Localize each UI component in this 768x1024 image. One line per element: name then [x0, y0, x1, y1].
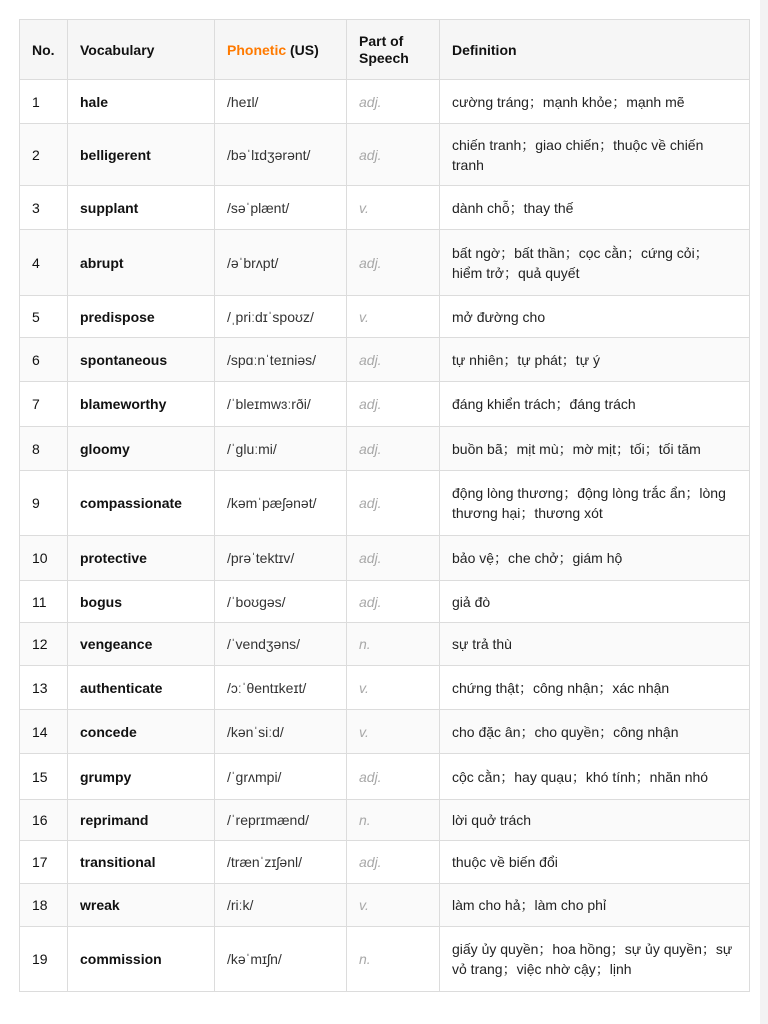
header-part-of-speech: [347, 20, 440, 80]
part-of-speech: adj.: [347, 754, 440, 800]
vocabulary-word: reprimand: [68, 800, 215, 841]
definition-text: lời quở trách: [440, 800, 750, 841]
phonetic-transcription: /ˈbleɪmwɜːrði/: [215, 382, 347, 427]
table-row: [20, 186, 750, 230]
table-row: [20, 382, 750, 427]
table-row: [20, 230, 750, 296]
phonetic-transcription: /trænˈzɪʃənl/: [215, 841, 347, 884]
header-pos-line2: Speech: [359, 49, 409, 66]
vocabulary-word: protective: [68, 536, 215, 581]
phonetic-transcription: /ˈɡluːmi/: [215, 427, 347, 471]
row-number: 3: [20, 186, 68, 230]
vocabulary-table: [19, 19, 750, 992]
table-row: [20, 710, 750, 754]
part-of-speech: adj.: [347, 338, 440, 382]
part-of-speech: v.: [347, 186, 440, 230]
table-row: [20, 338, 750, 382]
definition-text: buồn bã；mịt mù；mờ mịt；tối；tối tăm: [440, 427, 750, 471]
definition-text: sự trả thù: [440, 623, 750, 666]
part-of-speech: adj.: [347, 80, 440, 124]
header-phonetic-suffix: (US): [286, 41, 319, 58]
phonetic-transcription: /ˈboʊɡəs/: [215, 581, 347, 623]
phonetic-transcription: /kəmˈpæʃənət/: [215, 471, 347, 536]
row-number: 11: [20, 581, 68, 623]
part-of-speech: adj.: [347, 536, 440, 581]
table-row: [20, 80, 750, 124]
definition-text: cường tráng；mạnh khỏe；mạnh mẽ: [440, 80, 750, 124]
header-definition: Definition: [440, 20, 750, 80]
row-number: 10: [20, 536, 68, 581]
part-of-speech: v.: [347, 884, 440, 927]
scrollbar-track[interactable]: [760, 0, 768, 1024]
row-number: 18: [20, 884, 68, 927]
definition-text: thuộc về biến đổi: [440, 841, 750, 884]
definition-text: cộc cằn；hay quạu；khó tính；nhăn nhó: [440, 754, 750, 800]
vocabulary-word: hale: [68, 80, 215, 124]
table-row: [20, 841, 750, 884]
part-of-speech: adj.: [347, 382, 440, 427]
definition-text: bất ngờ；bất thần；cọc cằn；cứng cỏi；hiểm trở；quả quyết: [440, 230, 750, 296]
part-of-speech: n.: [347, 800, 440, 841]
part-of-speech: adj.: [347, 427, 440, 471]
phonetic-transcription: /spɑːnˈteɪniəs/: [215, 338, 347, 382]
row-number: 8: [20, 427, 68, 471]
definition-text: giấy ủy quyền；hoa hồng；sự ủy quyền；sự vỏ trang；việc nhờ cậy；lịnh: [440, 927, 750, 992]
definition-text: cho đặc ân；cho quyền；công nhận: [440, 710, 750, 754]
definition-text: làm cho hả；làm cho phỉ: [440, 884, 750, 927]
vocabulary-word: compassionate: [68, 471, 215, 536]
part-of-speech: adj.: [347, 471, 440, 536]
row-number: 1: [20, 80, 68, 124]
row-number: 19: [20, 927, 68, 992]
vocabulary-word: commission: [68, 927, 215, 992]
vocabulary-word: predispose: [68, 296, 215, 338]
phonetic-transcription: /səˈplænt/: [215, 186, 347, 230]
definition-text: động lòng thương；động lòng trắc ẩn；lòng thương hại；thương xót: [440, 471, 750, 536]
table-row: [20, 666, 750, 710]
row-number: 17: [20, 841, 68, 884]
part-of-speech: v.: [347, 666, 440, 710]
table-row: [20, 427, 750, 471]
row-number: 7: [20, 382, 68, 427]
row-number: 2: [20, 124, 68, 186]
header-vocabulary: Vocabulary: [68, 20, 215, 80]
vocabulary-word: abrupt: [68, 230, 215, 296]
part-of-speech: adj.: [347, 581, 440, 623]
table-row: [20, 536, 750, 581]
phonetic-transcription: /ˈreprɪmænd/: [215, 800, 347, 841]
vocabulary-word: belligerent: [68, 124, 215, 186]
phonetic-transcription: /əˈbrʌpt/: [215, 230, 347, 296]
vocabulary-word: transitional: [68, 841, 215, 884]
row-number: 6: [20, 338, 68, 382]
row-number: 15: [20, 754, 68, 800]
table-row: [20, 623, 750, 666]
phonetic-transcription: /kənˈsiːd/: [215, 710, 347, 754]
part-of-speech: v.: [347, 710, 440, 754]
phonetic-transcription: /ˈvendʒəns/: [215, 623, 347, 666]
definition-text: giả đò: [440, 581, 750, 623]
vocabulary-word: concede: [68, 710, 215, 754]
row-number: 14: [20, 710, 68, 754]
table-row: [20, 800, 750, 841]
phonetic-transcription: /kəˈmɪʃn/: [215, 927, 347, 992]
header-no: No.: [20, 20, 68, 80]
phonetic-transcription: /heɪl/: [215, 80, 347, 124]
table-header-row: [20, 20, 750, 80]
table-row: [20, 471, 750, 536]
phonetic-transcription: /ˌpriːdɪˈspoʊz/: [215, 296, 347, 338]
part-of-speech: v.: [347, 296, 440, 338]
definition-text: dành chỗ；thay thế: [440, 186, 750, 230]
vocabulary-word: gloomy: [68, 427, 215, 471]
phonetic-transcription: /bəˈlɪdʒərənt/: [215, 124, 347, 186]
vocabulary-word: grumpy: [68, 754, 215, 800]
part-of-speech: adj.: [347, 841, 440, 884]
row-number: 9: [20, 471, 68, 536]
vocabulary-word: vengeance: [68, 623, 215, 666]
table-body: [20, 80, 750, 992]
definition-text: đáng khiển trách；đáng trách: [440, 382, 750, 427]
definition-text: chiến tranh；giao chiến；thuộc về chiến tranh: [440, 124, 750, 186]
definition-text: bảo vệ；che chở；giám hộ: [440, 536, 750, 581]
phonetic-transcription: /riːk/: [215, 884, 347, 927]
definition-text: chứng thật；công nhận；xác nhận: [440, 666, 750, 710]
table-row: [20, 296, 750, 338]
header-phonetic: [215, 20, 347, 80]
part-of-speech: n.: [347, 927, 440, 992]
vocabulary-word: bogus: [68, 581, 215, 623]
row-number: 16: [20, 800, 68, 841]
vocabulary-word: authenticate: [68, 666, 215, 710]
phonetic-transcription: /ɔːˈθentɪkeɪt/: [215, 666, 347, 710]
header-phonetic-word: Phonetic: [227, 41, 287, 58]
row-number: 5: [20, 296, 68, 338]
phonetic-transcription: /ˈɡrʌmpi/: [215, 754, 347, 800]
table-row: [20, 927, 750, 992]
vocabulary-word: wreak: [68, 884, 215, 927]
phonetic-transcription: /prəˈtektɪv/: [215, 536, 347, 581]
table-row: [20, 754, 750, 800]
part-of-speech: n.: [347, 623, 440, 666]
table-row: [20, 884, 750, 927]
definition-text: tự nhiên；tự phát；tự ý: [440, 338, 750, 382]
table-row: [20, 581, 750, 623]
part-of-speech: adj.: [347, 124, 440, 186]
header-pos-line1: Part of: [359, 32, 404, 49]
vocabulary-word: blameworthy: [68, 382, 215, 427]
part-of-speech: adj.: [347, 230, 440, 296]
row-number: 4: [20, 230, 68, 296]
row-number: 13: [20, 666, 68, 710]
table-row: [20, 124, 750, 186]
row-number: 12: [20, 623, 68, 666]
definition-text: mở đường cho: [440, 296, 750, 338]
vocabulary-word: spontaneous: [68, 338, 215, 382]
vocabulary-word: supplant: [68, 186, 215, 230]
